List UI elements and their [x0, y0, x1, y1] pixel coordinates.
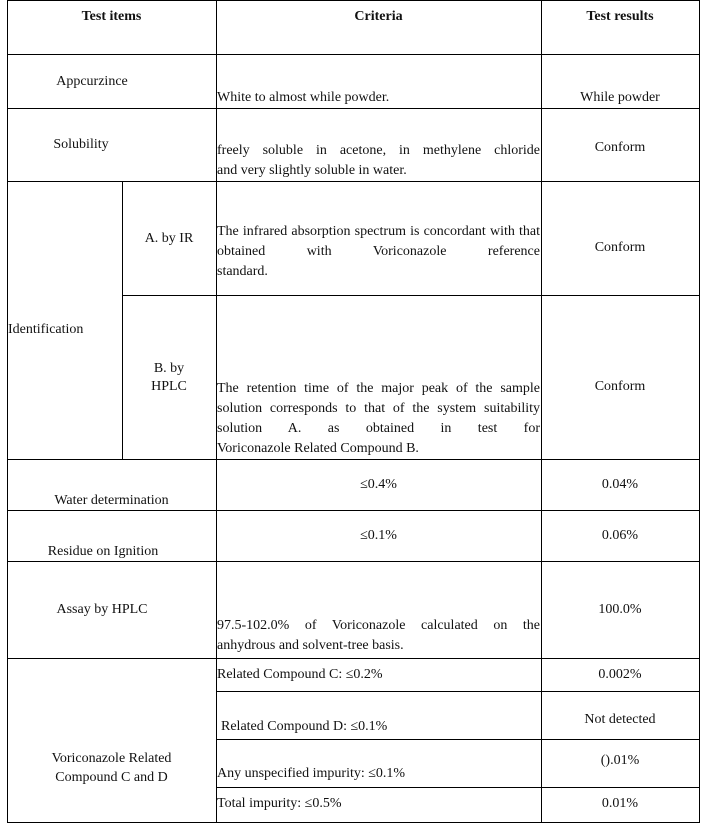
criteria-related-d: Related Compound D: ≤0.1%	[221, 719, 388, 734]
result-water-determination: 0.04%	[601, 477, 639, 492]
header-test-items: Test items	[81, 9, 142, 24]
header-criteria: Criteria	[354, 9, 403, 24]
criteria-ir-line: standard.	[217, 264, 268, 279]
rule	[7, 181, 700, 182]
criteria-solubility-line: and very slightly soluble in water.	[217, 163, 407, 178]
rule	[7, 108, 700, 109]
item-water-determination: Water determination	[54, 493, 169, 508]
result-solubility: Conform	[594, 140, 646, 155]
criteria-ir-line: The infrared absorption spectrum is concordant	[217, 224, 486, 239]
criteria-solubility	[217, 141, 540, 181]
rule	[7, 54, 700, 55]
criteria-identification-hplc	[217, 379, 540, 459]
result-related-c: 0.002%	[598, 667, 642, 682]
rule	[7, 658, 700, 659]
result-any-unspecified: ().01%	[600, 753, 640, 768]
criteria-solubility-line: freely soluble in acetone, in methylene chloride	[217, 143, 540, 158]
criteria-assay	[217, 616, 540, 656]
rule	[122, 181, 123, 459]
result-total-impurity: 0.01%	[601, 796, 639, 811]
criteria-identification-ir	[217, 222, 540, 282]
result-related-d: Not detected	[584, 712, 656, 727]
item-residue-on-ignition: Residue on Ignition	[47, 544, 159, 559]
criteria-ir-line: with that obtained with Voriconazole reference	[217, 224, 540, 259]
item-identification-hplc-line1: B. by	[153, 361, 185, 376]
item-solubility: Solubility	[53, 137, 109, 152]
rule	[7, 822, 700, 823]
criteria-related-c: Related Compound C: ≤0.2%	[217, 667, 383, 682]
rule	[7, 0, 700, 1]
rule	[699, 0, 700, 823]
criteria-hplc-line: The retention time of the major peak of the sample	[217, 381, 540, 396]
result-identification-hplc: Conform	[594, 379, 646, 394]
criteria-appearance: White to almost while powder.	[217, 90, 390, 105]
item-identification-ir: A. by IR	[144, 231, 194, 246]
header-test-results: Test results	[586, 9, 654, 24]
rule	[216, 691, 700, 692]
result-residue-on-ignition: 0.06%	[601, 528, 639, 543]
item-identification-hplc-line2: HPLC	[151, 379, 187, 394]
criteria-assay-line: 97.5-102.0% of Voriconazole calculated on the	[217, 618, 540, 633]
rule	[122, 295, 700, 296]
item-appearance: Appcurzince	[56, 74, 128, 89]
rule	[541, 0, 542, 823]
criteria-total-impurity: Total impurity: ≤0.5%	[217, 796, 342, 811]
item-related-compounds-line1: Voriconazole Related	[51, 751, 172, 766]
criteria-hplc-line: suitability solution A. as obtained in test for	[217, 401, 540, 436]
item-related-compounds-line2: Compound C and D	[55, 770, 168, 785]
rule	[7, 459, 700, 460]
criteria-hplc-line: Voriconazole Related Compound B.	[217, 441, 419, 456]
result-identification-ir: Conform	[594, 240, 646, 255]
item-identification: Identification	[8, 322, 84, 337]
rule	[216, 739, 700, 740]
criteria-hplc-line: solution corresponds to that of the system	[217, 401, 477, 416]
result-assay: 100.0%	[598, 602, 642, 617]
rule	[7, 0, 8, 823]
result-appearance: While powder	[580, 90, 660, 105]
criteria-water-determination: ≤0.4%	[360, 477, 397, 492]
item-assay: Assay by HPLC	[56, 602, 148, 617]
criteria-residue-on-ignition: ≤0.1%	[360, 528, 397, 543]
rule	[216, 787, 700, 788]
criteria-assay-line: anhydrous and solvent-tree basis.	[217, 638, 404, 653]
criteria-any-unspecified: Any unspecified impurity: ≤0.1%	[217, 766, 406, 781]
